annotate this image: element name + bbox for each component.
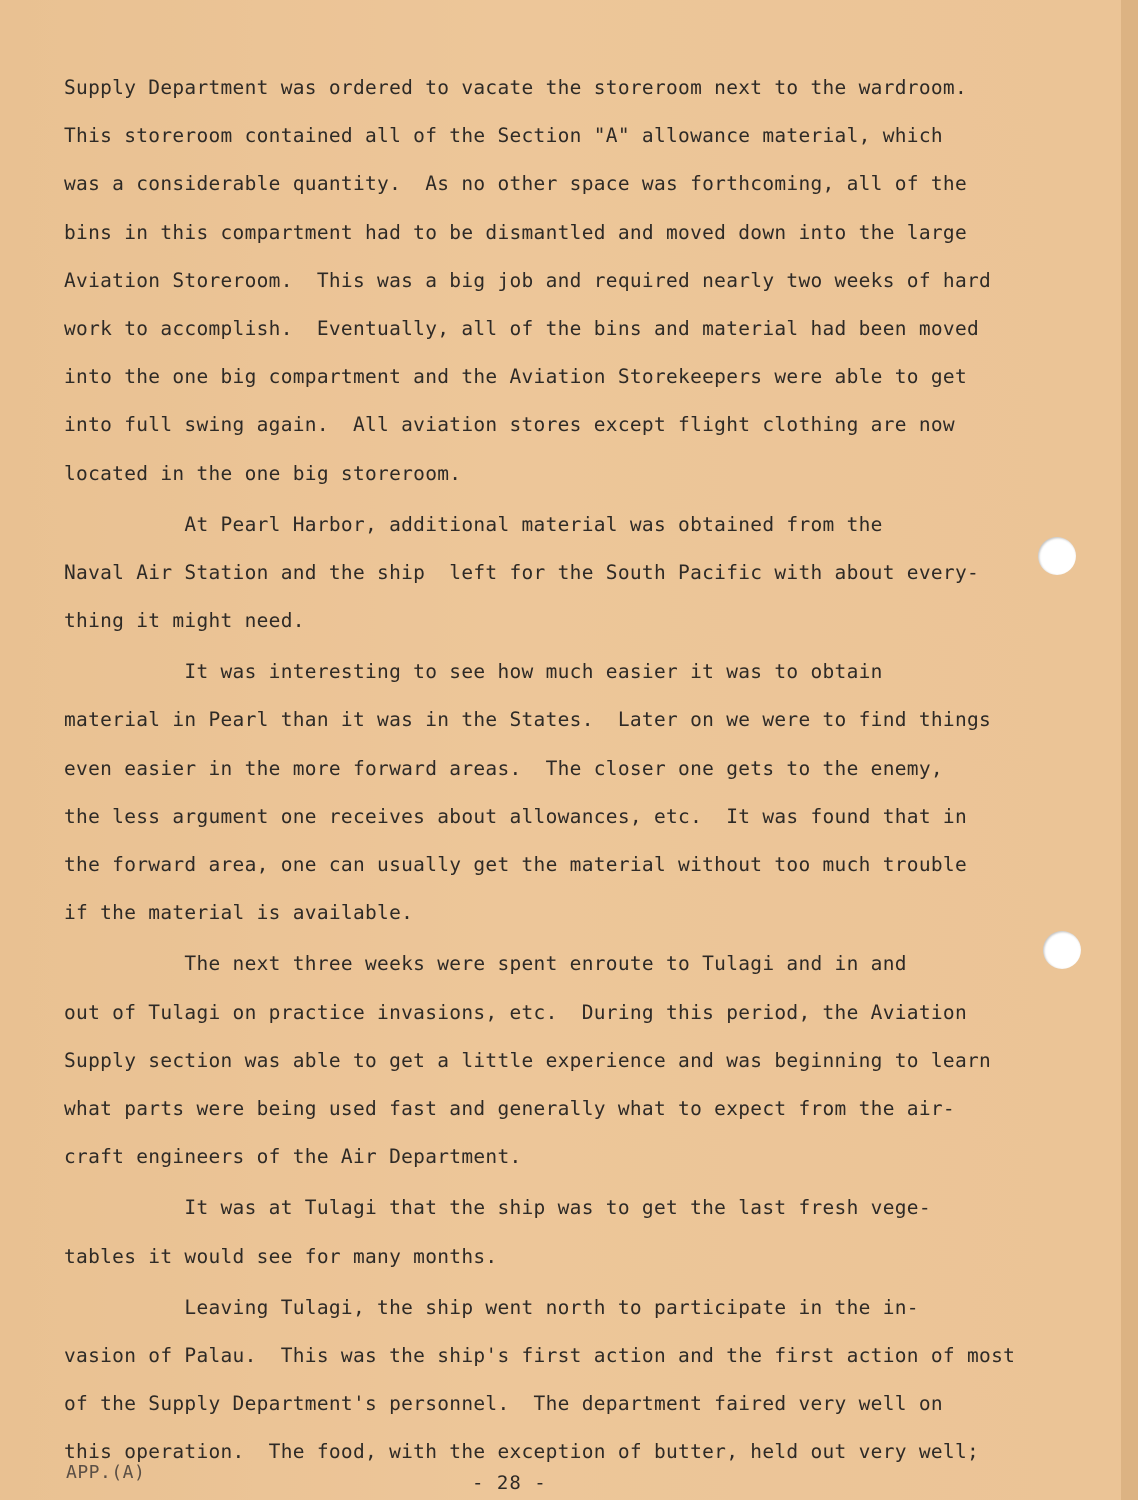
text-line: what parts were being used fast and generally what to expect from the air- xyxy=(64,1096,955,1120)
text-line: Supply section was able to get a little experience and was beginning to learn xyxy=(64,1048,992,1072)
text-line: this operation. The food, with the exception of butter, held out very well; xyxy=(64,1440,980,1464)
text-line: craft engineers of the Air Department. xyxy=(64,1145,522,1169)
text-line: the less argument one receives about allowances, etc. It was found that in xyxy=(64,804,967,828)
text-line: Aviation Storeroom. This was a big job and required nearly two weeks of hard xyxy=(64,268,992,292)
text-line: material in Pearl than it was in the States. Later on we were to find things xyxy=(64,708,992,732)
text-line: the forward area, one can usually get the material without too much trouble xyxy=(64,853,967,876)
text-line: was a considerable quantity. As no other space was forthcoming, all of the xyxy=(64,172,967,196)
punch-hole xyxy=(1038,537,1076,575)
text-line: bins in this compartment had to be dismantled and moved down into the large xyxy=(64,220,967,244)
text-line: tables it would see for many months. xyxy=(64,1244,498,1268)
page-number: - 28 - xyxy=(472,1472,547,1494)
punch-hole xyxy=(1043,931,1081,969)
text-line: work to accomplish. Eventually, all of the bins and material had been moved xyxy=(64,316,980,340)
text-line: Supply Department was ordered to vacate the storeroom next to the wardroom. xyxy=(64,76,967,99)
text-line: The next three weeks were spent enroute to Tulagi and in and xyxy=(64,952,907,976)
text-line: It was interesting to see how much easier it was to obtain xyxy=(64,660,883,684)
text-line: into full swing again. All aviation stores except flight clothing are now xyxy=(64,413,955,437)
text-line: At Pearl Harbor, additional material was obtained from the xyxy=(64,512,883,536)
text-line: into the one big compartment and the Aviation Storekeepers were able to get xyxy=(64,365,967,389)
text-line: This storeroom contained all of the Section "A" allowance material, which xyxy=(64,124,943,148)
body-text xyxy=(64,64,1024,1476)
underlying-page-edge xyxy=(1121,0,1138,1500)
text-line: even easier in the more forward areas. The closer one gets to the enemy, xyxy=(64,756,943,780)
text-line: Leaving Tulagi, the ship went north to participate in the in- xyxy=(64,1295,919,1319)
text-line: thing it might need. xyxy=(64,609,305,633)
appendix-label: APP.(A) xyxy=(66,1462,146,1483)
text-line: It was at Tulagi that the ship was to get the last fresh vege- xyxy=(64,1196,931,1220)
text-line: located in the one big storeroom. xyxy=(64,461,462,485)
text-line: Naval Air Station and the ship left for the South Pacific with about every- xyxy=(64,560,980,584)
text-line: vasion of Palau. This was the ship's first action and the first action of most xyxy=(64,1343,1016,1367)
text-line: out of Tulagi on practice invasions, etc. During this period, the Aviation xyxy=(64,1000,967,1024)
text-line: of the Supply Department's personnel. The department faired very well on xyxy=(64,1392,943,1416)
text-line: if the material is available. xyxy=(64,901,414,925)
